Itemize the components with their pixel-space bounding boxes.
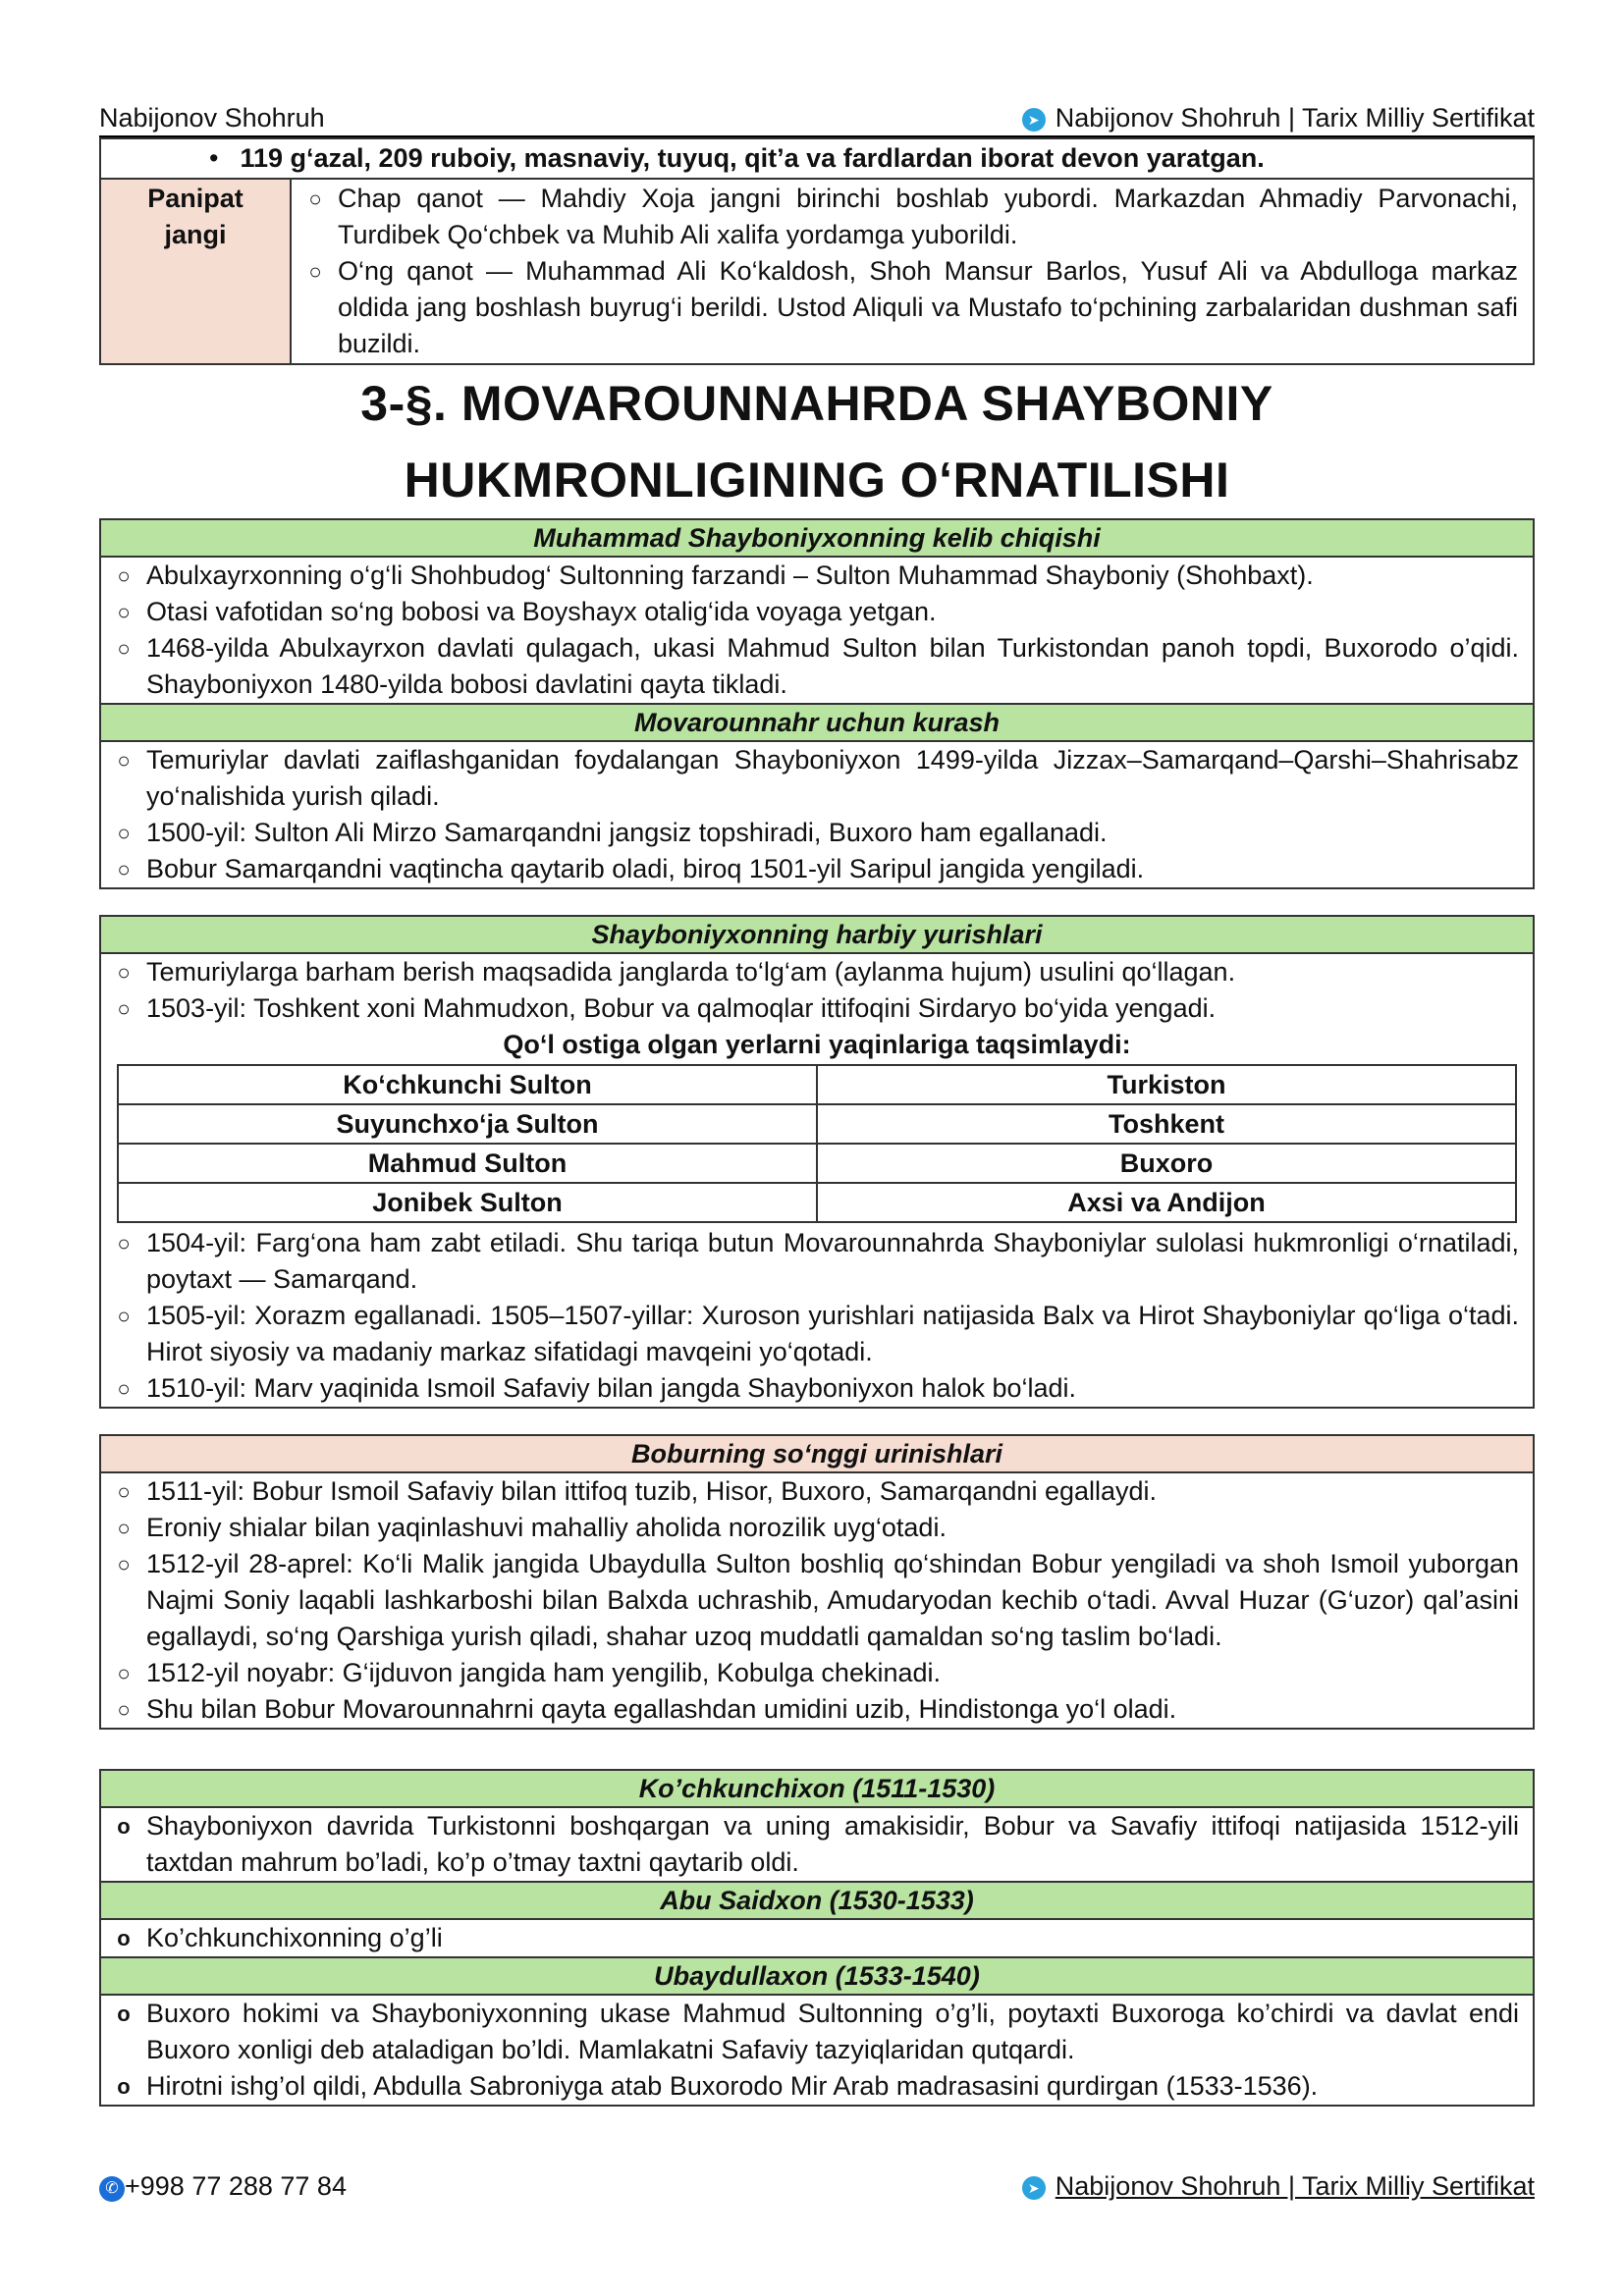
campaigns-heading: Shayboniyxonning harbiy yurishlari (101, 917, 1533, 952)
section-title: 3-§. MOVAROUNNAHRDA SHAYBONIY HUKMRONLIGINING O‘RNATILISHI (360, 376, 1273, 507)
list-item: 1510-yil: Marv yaqinida Ismoil Safaviy bilan jangda Shayboniyxon halok bo‘ladi. (146, 1373, 1077, 1403)
list-item: Shayboniyxon davrida Turkistonni boshqargan va uning amakisidir, Bobur va Savafiy ittifoqi natijasida 1512-yili taxtdan mahrum bo’ladi, ko’p o’tmay taxtni qaytarib oldi. (146, 1811, 1519, 1877)
origin-heading: Muhammad Shayboniyxonning kelib chiqishi (101, 520, 1533, 556)
header-channel-link[interactable] (1022, 103, 1535, 133)
distribution-table (117, 1064, 1517, 1223)
list-item: Buxoro hokimi va Shayboniyxonning ukase Mahmud Sultonning o’g’li, poytaxti Buxoroga ko’chirdi va davlat endi Buxoro xonligi deb ataladigan bo’ldi. Mamlakatni Safaviy tazyiqlaridan qutqardi. (146, 1999, 1519, 2064)
table-cell: Jonibek Sulton (118, 1183, 817, 1222)
list-item: Ko’chkunchixonning o’g’li (146, 1923, 443, 1952)
table-row (118, 1065, 1516, 1104)
table-cell: Buxoro (817, 1144, 1516, 1183)
footer-channel-text: Nabijonov Shohruh | Tarix Milliy Sertifikat (1055, 2171, 1535, 2201)
list-item: 1504-yil: Farg‘ona ham zabt etiladi. Shu tariqa butun Movarounnahrda Shayboniylar sulolasi hukmronligi o‘rnatiladi, poytaxt — Samarqand. (146, 1228, 1519, 1294)
table-cell: Mahmud Sulton (118, 1144, 817, 1183)
list-item: 1503-yil: Toshkent xoni Mahmudxon, Bobur va qalmoqlar ittifoqini Sirdaryo bo‘yida yengadi. (146, 993, 1217, 1023)
table-row (118, 1104, 1516, 1144)
table-cell: Toshkent (817, 1104, 1516, 1144)
table-cell: Ko‘chkunchi Sulton (118, 1065, 817, 1104)
bullet-row: • 119 g‘azal, 209 ruboiy, masnaviy, tuyuq, qit’a va fardlardan iborat devon yaratgan. (100, 138, 1534, 179)
page-footer (99, 2171, 1535, 2202)
list-item: 1511-yil: Bobur Ismoil Safaviy bilan ittifoq tuzib, Hisor, Buxoro, Samarqandni egallaydi. (146, 1476, 1158, 1506)
list-item: Temuriylarga barham berish maqsadida janglarda to‘lg‘am (aylanma hujum) usulini qo‘llagan. (146, 957, 1236, 987)
list-item: Temuriylar davlati zaiflashganidan foydalangan Shayboniyxon 1499-yilda Jizzax–Samarqand–Qarshi–Shahrisabz yo‘nalishida yurish qiladi. (146, 745, 1519, 811)
panipat-item: O‘ng qanot — Muhammad Ali Ko‘kaldosh, Shoh Mansur Barlos, Yusuf Ali va Abdulloga markaz oldida jang boshlash buyrug‘i berildi. Ustod Aliquli va Mustafo to‘pchining zarbalaridan dushman safi buzildi. (338, 256, 1518, 358)
panipat-item: Chap qanot — Mahdiy Xoja jangni birinchi boshlab yubordi. Markazdan Ahmadiy Parvonachi, Turdibek Qo‘chbek va Muhib Ali xalifa yordamga yuborildi. (338, 184, 1518, 249)
list-item: Abulxayrxonning o‘g‘li Shohbudog‘ Sultonning farzandi – Sulton Muhammad Shayboniy (Shohbaxt). (146, 561, 1314, 590)
babur-block: Boburning so‘nggi urinishlari ○ 1511-yil: Bobur Ismoil Safaviy bilan ittifoq tuzib, Hisor, Buxoro, Samarqandni egallaydi. ○ Eroniy shialar bilan yaqinlashuvi mahalliy aholida norozilik uyg‘otadi. ○ 1512-yil 28-aprel: Ko‘li Malik jangida Ubaydulla Sulton boshliq qo‘shindan Bobur yengiladi va shoh Ismoil yuborgan Najmi Soniy laqabli lashkarboshi bilan Balxda uchrashib, Amudaryodan kechib o‘tadi. Avval Huzar (G‘uzor) qal’asini egallaydi, so‘ng Qarshiga yurish qiladi, shahar uzoq muddatli qamaldan so‘ng taslim bo‘ladi. ○ 1512-yil noyabr: G‘ijduvon jangida ham yengilib, Kobulga chekinadi. ○ Shu bilan Bobur Movarounnahrni qayta egallashdan umidini uzib, Hindistonga yo‘l oladi. (99, 1434, 1535, 1730)
bullet-row-text: 119 g‘azal, 209 ruboiy, masnaviy, tuyuq, qit’a va fardlardan iborat devon yaratgan. (240, 143, 1265, 173)
kochkunchi-heading: Ko’chkunchixon (1511-1530) (101, 1771, 1533, 1806)
table-cell: Turkiston (817, 1065, 1516, 1104)
list-item: 1505-yil: Xorazm egallanadi. 1505–1507-yillar: Xuroson yurishlari natijasida Balx va Hirot Shayboniylar qo‘liga o‘tadi. Hirot siyosiy va madaniy markaz sifatidagi mavqeini yo‘qotadi. (146, 1301, 1519, 1366)
distribution-subheading: Qo‘l ostiga olgan yerlarni yaqinlariga taqsimlaydi: (503, 1030, 1131, 1059)
origin-block: Muhammad Shayboniyxonning kelib chiqishi ○ Abulxayrxonning o‘g‘li Shohbudog‘ Sultonning farzandi – Sulton Muhammad Shayboniy (Shohbaxt). ○ Otasi vafotidan so‘ng bobosi va Boyshayx otalig‘ida voyaga yetgan. ○ 1468-yilda Abulxayrxon davlati qulagach, ukasi Mahmud Sulton bilan Turkistondan panoh topdi, Buxorodo o’qidi. Shayboniyxon 1480-yilda bobosi davlatini qayta tikladi. Movarounnahr uchun kurash ○ Temuriylar davlati zaiflashganidan foydalangan Shayboniyxon 1499-yilda Jizzax–Samarqand–Qarshi–Shahrisabz yo‘nalishida yurish qiladi. ○ 1500-yil: Sulton Ali Mirzo Samarqandni jangsiz topshiradi, Buxoro ham egallanadi. ○ Bobur Samarqandni vaqtincha qaytarib oladi, biroq 1501-yil Saripul jangida yengiladi. (99, 518, 1535, 889)
panipat-content: ○ Chap qanot — Mahdiy Xoja jangni birinchi boshlab yubordi. Markazdan Ahmadiy Parvonachi, Turdibek Qo‘chbek va Muhib Ali xalifa yordamga yuborildi. ○ O‘ng qanot — Muhammad Ali Ko‘kaldosh, Shoh Mansur Barlos, Yusuf Ali va Abdulloga markaz oldida jang boshlash buyrug‘i berildi. Ustod Aliquli va Mustafo to‘pchining zarbalaridan dushman safi buzildi. (291, 179, 1534, 364)
table-cell: Suyunchxo‘ja Sulton (118, 1104, 817, 1144)
header-channel-text: Nabijonov Shohruh | Tarix Milliy Sertifikat (1055, 103, 1535, 133)
list-item: Bobur Samarqandni vaqtincha qaytarib oladi, biroq 1501-yil Saripul jangida yengiladi. (146, 854, 1145, 883)
abusaid-heading: Abu Saidxon (1530-1533) (101, 1881, 1533, 1918)
footer-phone[interactable] (99, 2171, 347, 2202)
list-item: 1512-yil noyabr: G‘ijduvon jangida ham yengilib, Kobulga chekinadi. (146, 1658, 942, 1687)
footer-channel-link[interactable] (1022, 2171, 1535, 2202)
babur-heading: Boburning so‘nggi urinishlari (101, 1436, 1533, 1471)
page-header (99, 98, 1535, 137)
campaigns-block: Shayboniyxonning harbiy yurishlari ○ Temuriylarga barham berish maqsadida janglarda to‘lg‘am (aylanma hujum) usulini qo‘llagan. ○ 1503-yil: Toshkent xoni Mahmudxon, Bobur va qalmoqlar ittifoqini Sirdaryo bo‘yida yengadi. Qo‘l ostiga olgan yerlarni yaqinlariga taqsimlaydi: Ko‘chkunchi Sulton Turkiston Suyunchxo‘ja Sulton Toshkent Mahmud Sulton Buxoro Jonibek Sulton Axsi va Andijon ○ 1504-yil: Farg‘ona ham zabt etiladi. Shu tariqa butun Movarounnahrda Shayboniylar sulolasi hukmronligi o‘rnatiladi, poytaxt — Samarqand. ○ 1505-yil: Xorazm egallanadi. 1505–1507-yillar: Xuroson yurishlari natijasida Balx va Hirot Shayboniylar qo‘liga o‘tadi. Hirot siyosiy va madaniy markaz sifatidagi mavqeini yo‘qotadi. ○ 1510-yil: Marv yaqinida Ismoil Safaviy bilan jangda Shayboniyxon halok bo‘ladi. (99, 915, 1535, 1409)
rulers-block: Ko’chkunchixon (1511-1530) o Shayboniyxon davrida Turkistonni boshqargan va uning amakisidir, Bobur va Savafiy ittifoqi natijasida 1512-yili taxtdan mahrum bo’ladi, ko’p o’tmay taxtni qaytarib oldi. Abu Saidxon (1530-1533) o Ko’chkunchixonning o’g’li Ubaydullaxon (1533-1540) o Buxoro hokimi va Shayboniyxonning ukase Mahmud Sultonning o’g’li, poytaxti Buxoroga ko’chirdi va davlat endi Buxoro xonligi deb ataladigan bo’ldi. Mamlakatni Safaviy tazyiqlaridan qutqardi. o Hirotni ishg’ol qildi, Abdulla Sabroniyga atab Buxorodo Mir Arab madrasasini qurdirgan (1533-1536). (99, 1769, 1535, 2107)
document-page (99, 98, 1535, 2107)
list-item: 1468-yilda Abulxayrxon davlati qulagach, ukasi Mahmud Sulton bilan Turkistondan panoh topdi, Buxorodo o’qidi. Shayboniyxon 1480-yilda bobosi davlatini qayta tikladi. (146, 633, 1519, 699)
table-row (118, 1144, 1516, 1183)
table-cell: Axsi va Andijon (817, 1183, 1516, 1222)
list-item: 1500-yil: Sulton Ali Mirzo Samarqandni jangsiz topshiradi, Buxoro ham egallanadi. (146, 818, 1108, 847)
table-row (118, 1183, 1516, 1222)
ubaydulla-heading: Ubaydullaxon (1533-1540) (101, 1956, 1533, 1994)
list-item: Shu bilan Bobur Movarounnahrni qayta egallashdan umidini uzib, Hindistonga yo‘l oladi. (146, 1694, 1177, 1724)
list-item: Hirotni ishg’ol qildi, Abdulla Sabroniyga atab Buxorodo Mir Arab madrasasini qurdirgan (1533-1536). (146, 2071, 1319, 2101)
struggle-heading: Movarounnahr uchun kurash (101, 703, 1533, 740)
list-item: 1512-yil 28-aprel: Ko‘li Malik jangida Ubaydulla Sulton boshliq qo‘shindan Bobur yengiladi va shoh Ismoil yuborgan Najmi Soniy laqabli lashkarboshi bilan Balxda uchrashib, Amudaryodan kechib o‘tadi. Avval Huzar (G‘uzor) qal’asini egallaydi, so‘ng Qarshiga yurish qiladi, shahar uzoq muddatli qamaldan so‘ng taslim bo‘ladi. (146, 1549, 1519, 1651)
list-item: Eroniy shialar bilan yaqinlashuvi mahalliy aholida norozilik uyg‘otadi. (146, 1513, 947, 1542)
list-item: Otasi vafotidan so‘ng bobosi va Boyshayx otalig‘ida voyaga yetgan. (146, 597, 937, 626)
header-author: Nabijonov Shohruh (99, 103, 325, 133)
footer-phone-text: +998 77 288 77 84 (125, 2171, 347, 2201)
telegram-icon: ➤ (1022, 108, 1046, 132)
telegram-icon: ➤ (1022, 2176, 1046, 2200)
top-table (99, 137, 1535, 365)
panipat-label: Panipat jangi (100, 179, 291, 364)
phone-icon: ✆ (99, 2176, 125, 2202)
